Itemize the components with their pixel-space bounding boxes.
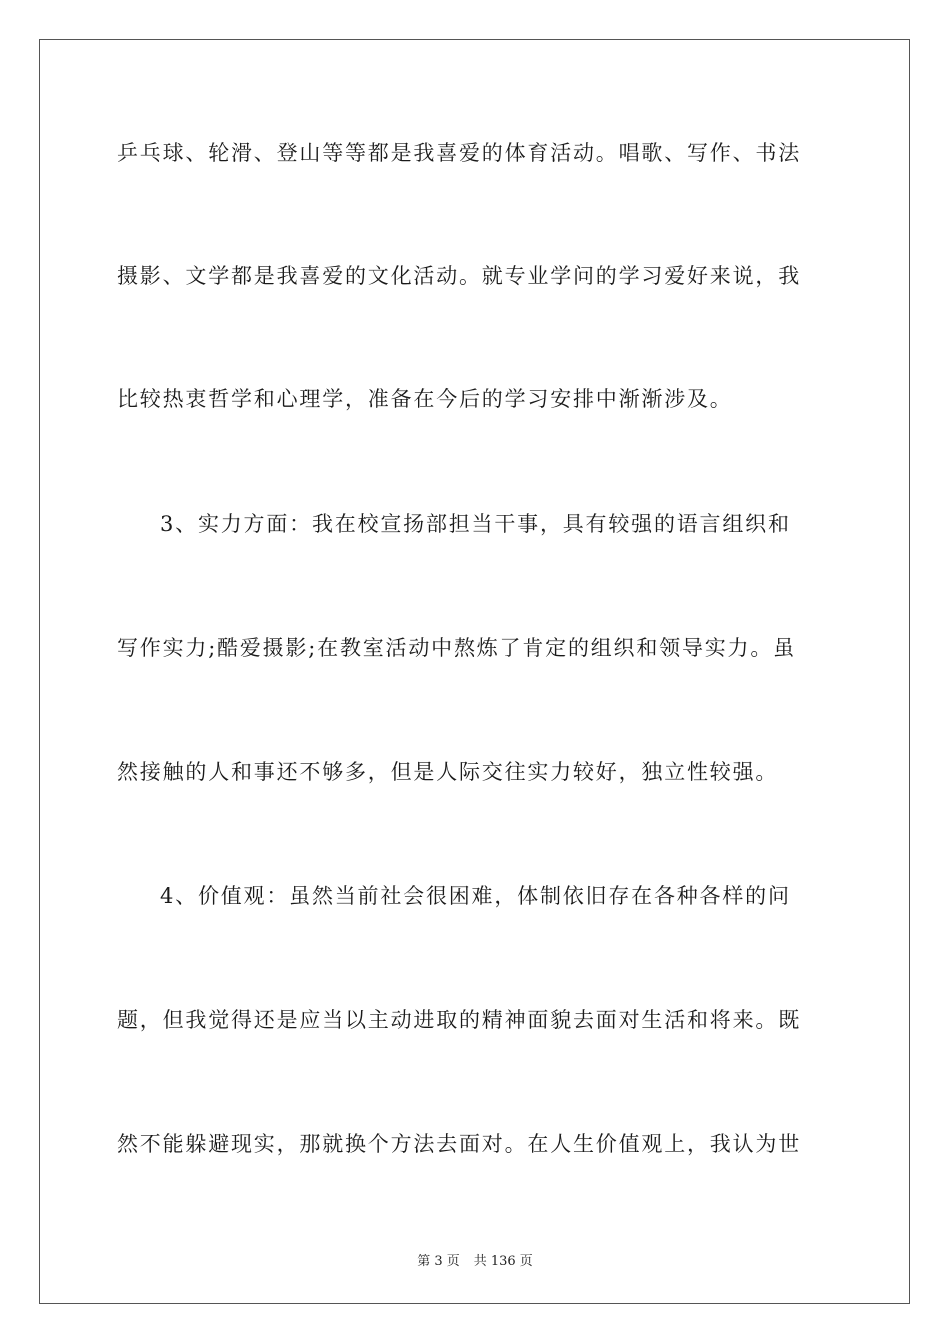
paragraph-line-7: 4、价值观：虽然当前社会很困难，体制依旧存在各种各样的问 [160, 884, 791, 908]
page-total: 共 136 页 [473, 1254, 533, 1269]
paragraph-line-2: 摄影、文学都是我喜爱的文化活动。就专业学问的学习爱好来说，我 [117, 264, 801, 288]
page-border [39, 39, 910, 1304]
paragraph-line-8: 题，但我觉得还是应当以主动进取的精神面貌去面对生活和将来。既 [117, 1008, 801, 1032]
paragraph-line-6: 然接触的人和事还不够多，但是人际交往实力较好，独立性较强。 [117, 760, 779, 784]
paragraph-line-9: 然不能躲避现实，那就换个方法去面对。在人生价值观上，我认为世 [117, 1132, 801, 1156]
page-footer [0, 1250, 950, 1269]
paragraph-line-5: 写作实力;酷爱摄影;在教室活动中熬炼了肯定的组织和领导实力。虽 [117, 636, 796, 660]
page-number: 第 3 页 [417, 1254, 460, 1269]
paragraph-line-4: 3、实力方面：我在校宣扬部担当干事，具有较强的语言组织和 [160, 512, 791, 536]
paragraph-line-1: 乒乓球、轮滑、登山等等都是我喜爱的体育活动。唱歌、写作、书法 [117, 141, 801, 165]
paragraph-line-3: 比较热衷哲学和心理学，准备在今后的学习安排中渐渐涉及。 [117, 387, 733, 411]
